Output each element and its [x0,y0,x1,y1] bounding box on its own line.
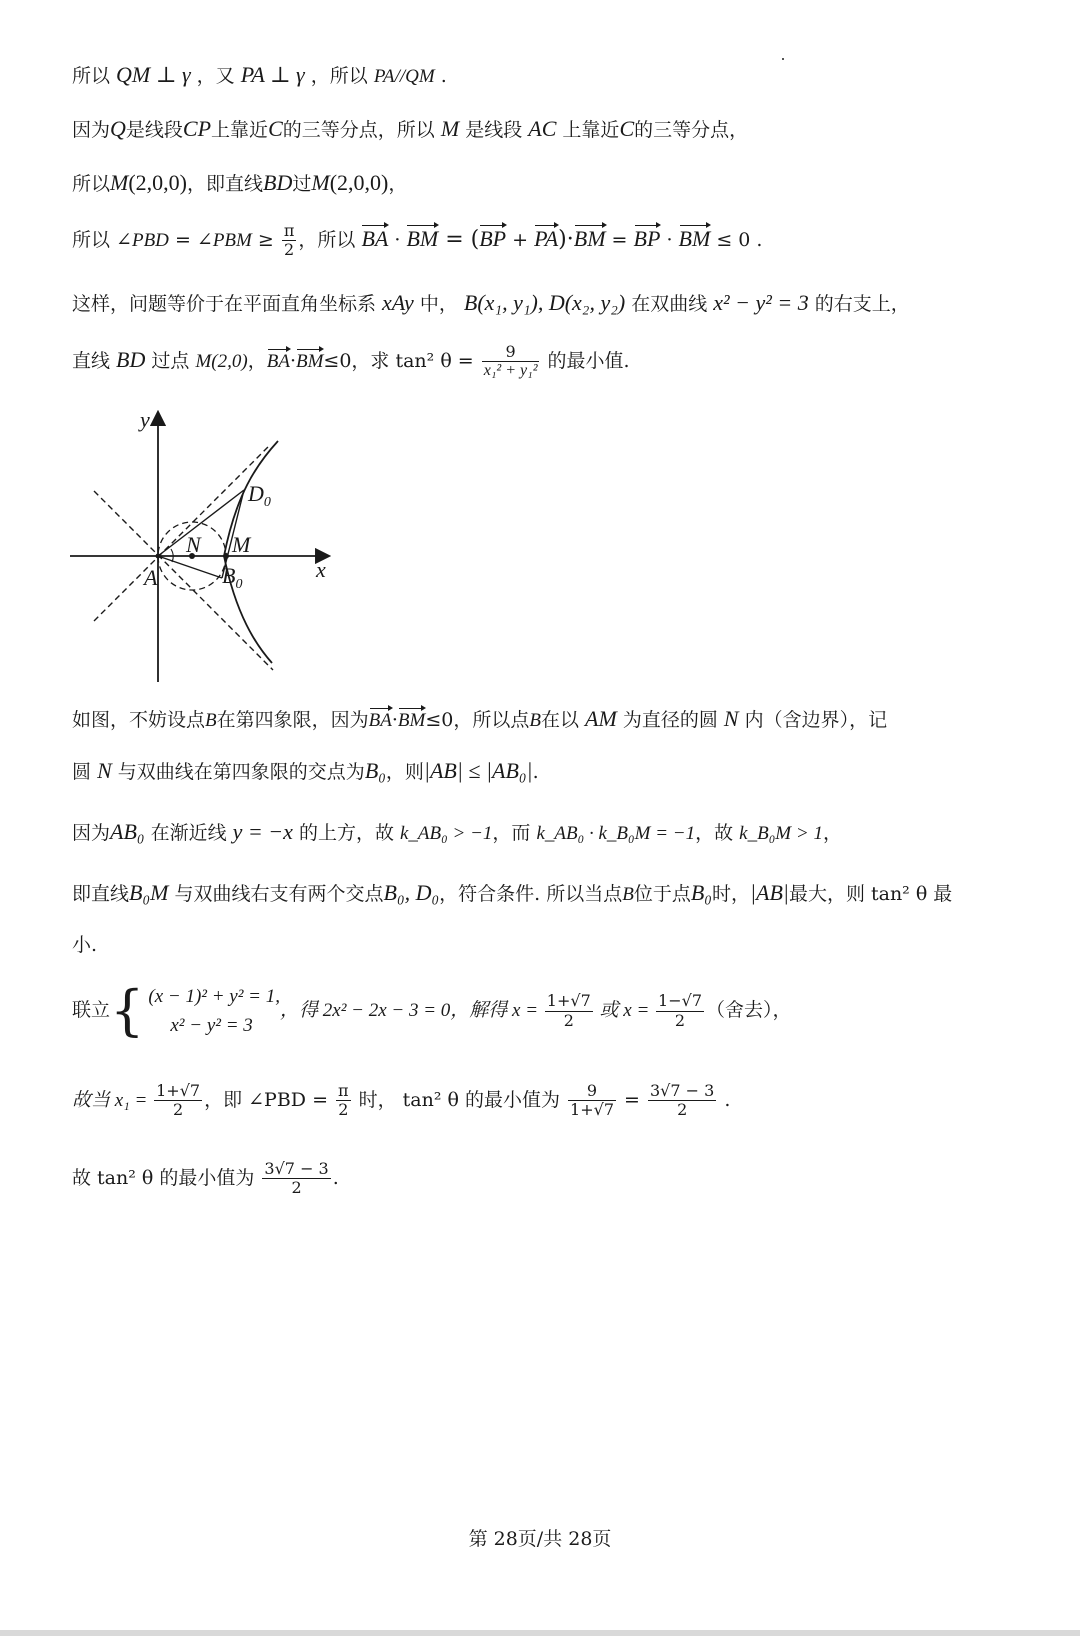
label-x: x [316,557,326,582]
text-line-1: 所以 QM ⊥ γ ，又 PA ⊥ γ ，所以 PA//QM . [72,62,447,87]
text-line-3: 所以M(2,0,0)，即直线BD过M(2,0,0)， [72,170,408,195]
text-line-2: 因为Q是线段CP上靠近C的三等分点，所以 M 是线段 AC 上靠近C的三等分点， [72,116,749,141]
text-line-12: 联立 { (x − 1)² + y² = 1, x² − y² = 3 ，得 2x² − 2x − 3 = 0，解得 x = $\frac{1+√7}{2}$ 或 x = $\frac{1-√7}{2}$ （舍去）， [72,979,792,1042]
text-line-10: 即直线B₀M 与双曲线右支有两个交点B₀, D₀，符合条件. 所以当点B位于点B₀时，|AB|最大，则 tan² θ 最 [72,880,953,905]
label-d0: $D_0$ [248,481,271,510]
text-line-4: 所以 ∠PBD = ∠PBM ≥ $\frac{\pi}{2}$ ，所以 BA · BM = (BP + PA)·BM = BP · BM ≤ 0 . [72,221,763,260]
label-n: N [186,532,201,557]
fraction-final: $\frac{3√7 - 3}{2}$ [264,1159,329,1198]
text-line-14: 故 tan² θ 的最小值为 $\frac{3√7 - 3}{2}$ . [72,1159,339,1198]
equation-system: { (x − 1)² + y² = 1, x² − y² = 3 [110,979,281,1042]
fraction-nine-over-root: $\frac{9}{1+√7}$ [570,1081,614,1120]
text-line-5: 这样，问题等价于在平面直角坐标系 xAy 中， B(x₁, y₁), D(x₂, y₂) 在双曲线 x² − y² = 3 的右支上， [72,290,910,315]
fraction-root-neg: $\frac{1-√7}{2}$ [658,991,702,1030]
segment-a-b0 [158,556,222,578]
fraction-min-value: $\frac{3√7 - 3}{2}$ [650,1081,715,1120]
fraction-pi-over-2: $\frac{\pi}{2}$ [283,221,295,260]
label-m: M [232,532,251,557]
fraction-pi-half: $\frac{\pi}{2}$ [338,1081,349,1120]
fraction-root-pos: $\frac{1+√7}{2}$ [546,991,591,1030]
bottom-strip [0,1630,1080,1636]
asymptote-y-neg-x [94,491,273,670]
point-m [223,553,229,559]
text-line-8: 圆 N 与双曲线在第四象限的交点为B₀，则|AB| ≤ |AB₀|. [72,758,539,783]
text-line-9: 因为AB₀ 在渐近线 y = −x 的上方，故 k_AB₀ > −1，而 k_AB₀ · k_B₀M = −1，故 k_B₀M > 1， [72,819,842,844]
label-a: A [144,565,158,590]
text-line-13: 故当 x₁ = $\frac{1+√7}{2}$ ，即 ∠PBD = $\frac{\pi}{2}$ 时， tan² θ 的最小值为 $\frac{9}{1+√7}$ = $\frac{3√7 - 3}{2}$ . [72,1081,731,1120]
hyperbola-figure [66,405,346,687]
text-line-11: 小. [72,934,98,956]
text-line-7: 如图，不妨设点B在第四象限，因为BA·BM≤0，所以点B在以 AM 为直径的圆 N 内（含边界），记 [72,706,888,731]
point-a [156,554,161,559]
fraction-x1: $\frac{1+√7}{2}$ [156,1081,201,1120]
stray-dot [782,58,784,60]
page-footer: 第 28页/共 28页 [468,1528,612,1550]
fraction-nine-over-sum: $\frac{9}{\text{x₁² + y₁²}}$ [483,342,538,380]
label-y: y [140,407,150,432]
label-b0: $B_0$ [222,563,243,592]
text-line-6: 直线 BD 过点 M(2,0)，BA·BM≤0，求 tan² θ = $\frac{9}{\text{x₁² + y₁²}}$ 的最小值. [72,342,630,380]
